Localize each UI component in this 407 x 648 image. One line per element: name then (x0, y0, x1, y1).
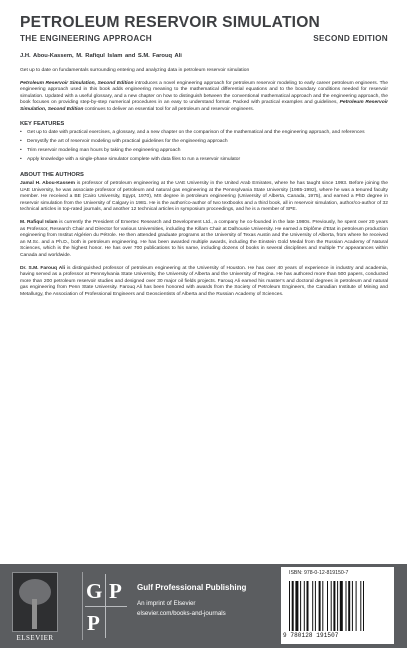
book-title: PETROLEUM RESERVOIR SIMULATION (20, 14, 320, 31)
key-feature-item: • Get up to date with practical exercises, a glossary, and a new chapter on the comparison of the mathematical and the engineering approach, and references (20, 130, 388, 137)
tagline: Get up to date on fundamentals surrounding entering and analyzing data in petroleum reservoir simulation (20, 68, 250, 73)
barcode-digits: 9 780128 191507 (283, 632, 339, 639)
isbn-block (281, 567, 394, 644)
book-subtitle: THE ENGINEERING APPROACH (20, 34, 152, 43)
key-feature-item: • Apply knowledge with a single-phase simulator complete with data files to run a reservoir simulator (20, 157, 388, 164)
author-bio-text: is currently the President of Emertec Research and Development Ltd., a company he co-founded in the late 1980s. Previously, he spent over 20 years as Professor, Research Chair and Director for various Universities, including the Killam Chair at Dalhousie University. He earned a Diplôme d’Etat in petroleum production engineering from Institut Algérien du Pétrole. He then attended graduate programs at the University of Texas Austin and the University of Alberta, from where he received an M.Sc. and a Ph.D., both in petroleum engineering. He has been awarded multiple awards, including the Einstein Gold Medal from the Russian Academy of Natural Sciences, which is the highest honor. He has over 700 publications to his name, including dozens of books in several disciplines and multiple TV appearances within Canada and worldwide. (20, 219, 388, 258)
publisher-footer (0, 564, 407, 648)
gpp-letter: P (87, 611, 100, 635)
gpp-letter: P (109, 579, 122, 603)
author-line: J.H. Abou-Kassem, M. Rafiqul Islam and S.M. Farouq Ali (20, 53, 182, 59)
description-lead-text: introduces a novel engineering approach for petroleum reservoir modeling to early career petroleum engineers. The engineering approach used in this book adds engineering meaning to the mathematical differential equations and to the boundary conditions needed for reservoir simulation. Updated with a useful glossary, and a new chapter on how to distinguish between the conventional mathematical approach and the engineering approach, the book focuses on providing step-by-step numerical procedures in an easy to understand format. Packed with practical examples and guidelines, (20, 80, 388, 106)
publisher-imprint: An imprint of Elsevier (137, 600, 196, 607)
author-bio (20, 266, 388, 299)
author-bio-text: is professor of petroleum engineering at the UAE University in the United Arab Emirates, where he has taught since 1993. Before joining the UAE University, he was associate professor of petroleum and natural gas engineering at the Pennsylvania State University (1985-1992), where he was a tenured faculty member. He received a BE (Cairo University, Egypt, 1970), MS degree in petroleum engineering (University of Alberta, Canada, 1975), and earned a PhD degree in reservoir simulation from the University of Calgary in 1981. He is the author/co-author of two textbooks and a third book, all in reservoir simulation, author/co-author of 32 technical articles in top-rated journals, and another 12 technical articles in symposium proceedings, and he is a member of SPE. (20, 181, 388, 213)
author-bio (20, 220, 388, 260)
book-edition: SECOND EDITION (313, 34, 388, 43)
description-closing-text: continues to deliver an essential tool for all petroleum and reservoir engineers. (83, 106, 255, 112)
author-bio-text: is distinguished professor of petroleum engineering at the University of Houston. He has over 40 years of experience in industry and academia, having served as a professor at Pennsylvania State University, the University of Alberta and the University of Regina. He has authored more than 500 papers, conducted more than 200 petroleum reservoir studies and designed over 30 major oil fields projects. Farouq Ali earned his master’s and doctoral degrees in petroleum and natural gas engineering from Penn State University. Farouq Ali has been honored with awards from the Society of Petroleum Engineers, the Canadian Institute of Mining and Metallurgy, the Association of Professional Engineers and Geoscientists of Alberta and the Russian Academy of Sciences. (20, 265, 388, 297)
key-features-heading: KEY FEATURES (20, 121, 65, 128)
author-bio-name: M. Rafiqul Islam (20, 219, 58, 225)
elsevier-name: ELSEVIER (16, 634, 54, 642)
elsevier-logo (9, 572, 61, 642)
about-authors-heading: ABOUT THE AUTHORS (20, 172, 84, 179)
cover-text (20, 14, 388, 562)
gpp-logo-icon (82, 572, 127, 640)
author-bio (20, 181, 388, 214)
publisher-name: Gulf Professional Publishing (137, 583, 247, 592)
publisher-url[interactable]: elsevier.com/books-and-journals (137, 610, 226, 617)
gpp-letter: G (86, 579, 103, 603)
key-feature-item: • Demystify the art of reservoir modeling with practical guidelines for the engineering approach (20, 139, 388, 146)
author-bio-name: Dr. S.M. Farouq Ali (20, 265, 66, 271)
description-lead-title: Petroleum Reservoir Simulation, Second Edition (20, 80, 134, 86)
description (20, 81, 388, 114)
key-feature-item: • Trim reservoir modeling man hours by taking the engineering approach (20, 148, 388, 155)
description-closing-title: Petroleum Reservoir Simulation, Second Edition (20, 100, 388, 112)
isbn-label: ISBN: 978-0-12-819150-7 (289, 570, 349, 576)
elsevier-tree-icon (12, 572, 58, 632)
subtitle-row (20, 34, 388, 43)
barcode-icon (289, 581, 386, 631)
author-bio-name: Jamal H. Abou-Kassem (20, 181, 75, 187)
key-features-list (20, 130, 388, 164)
publisher-info (137, 583, 246, 617)
